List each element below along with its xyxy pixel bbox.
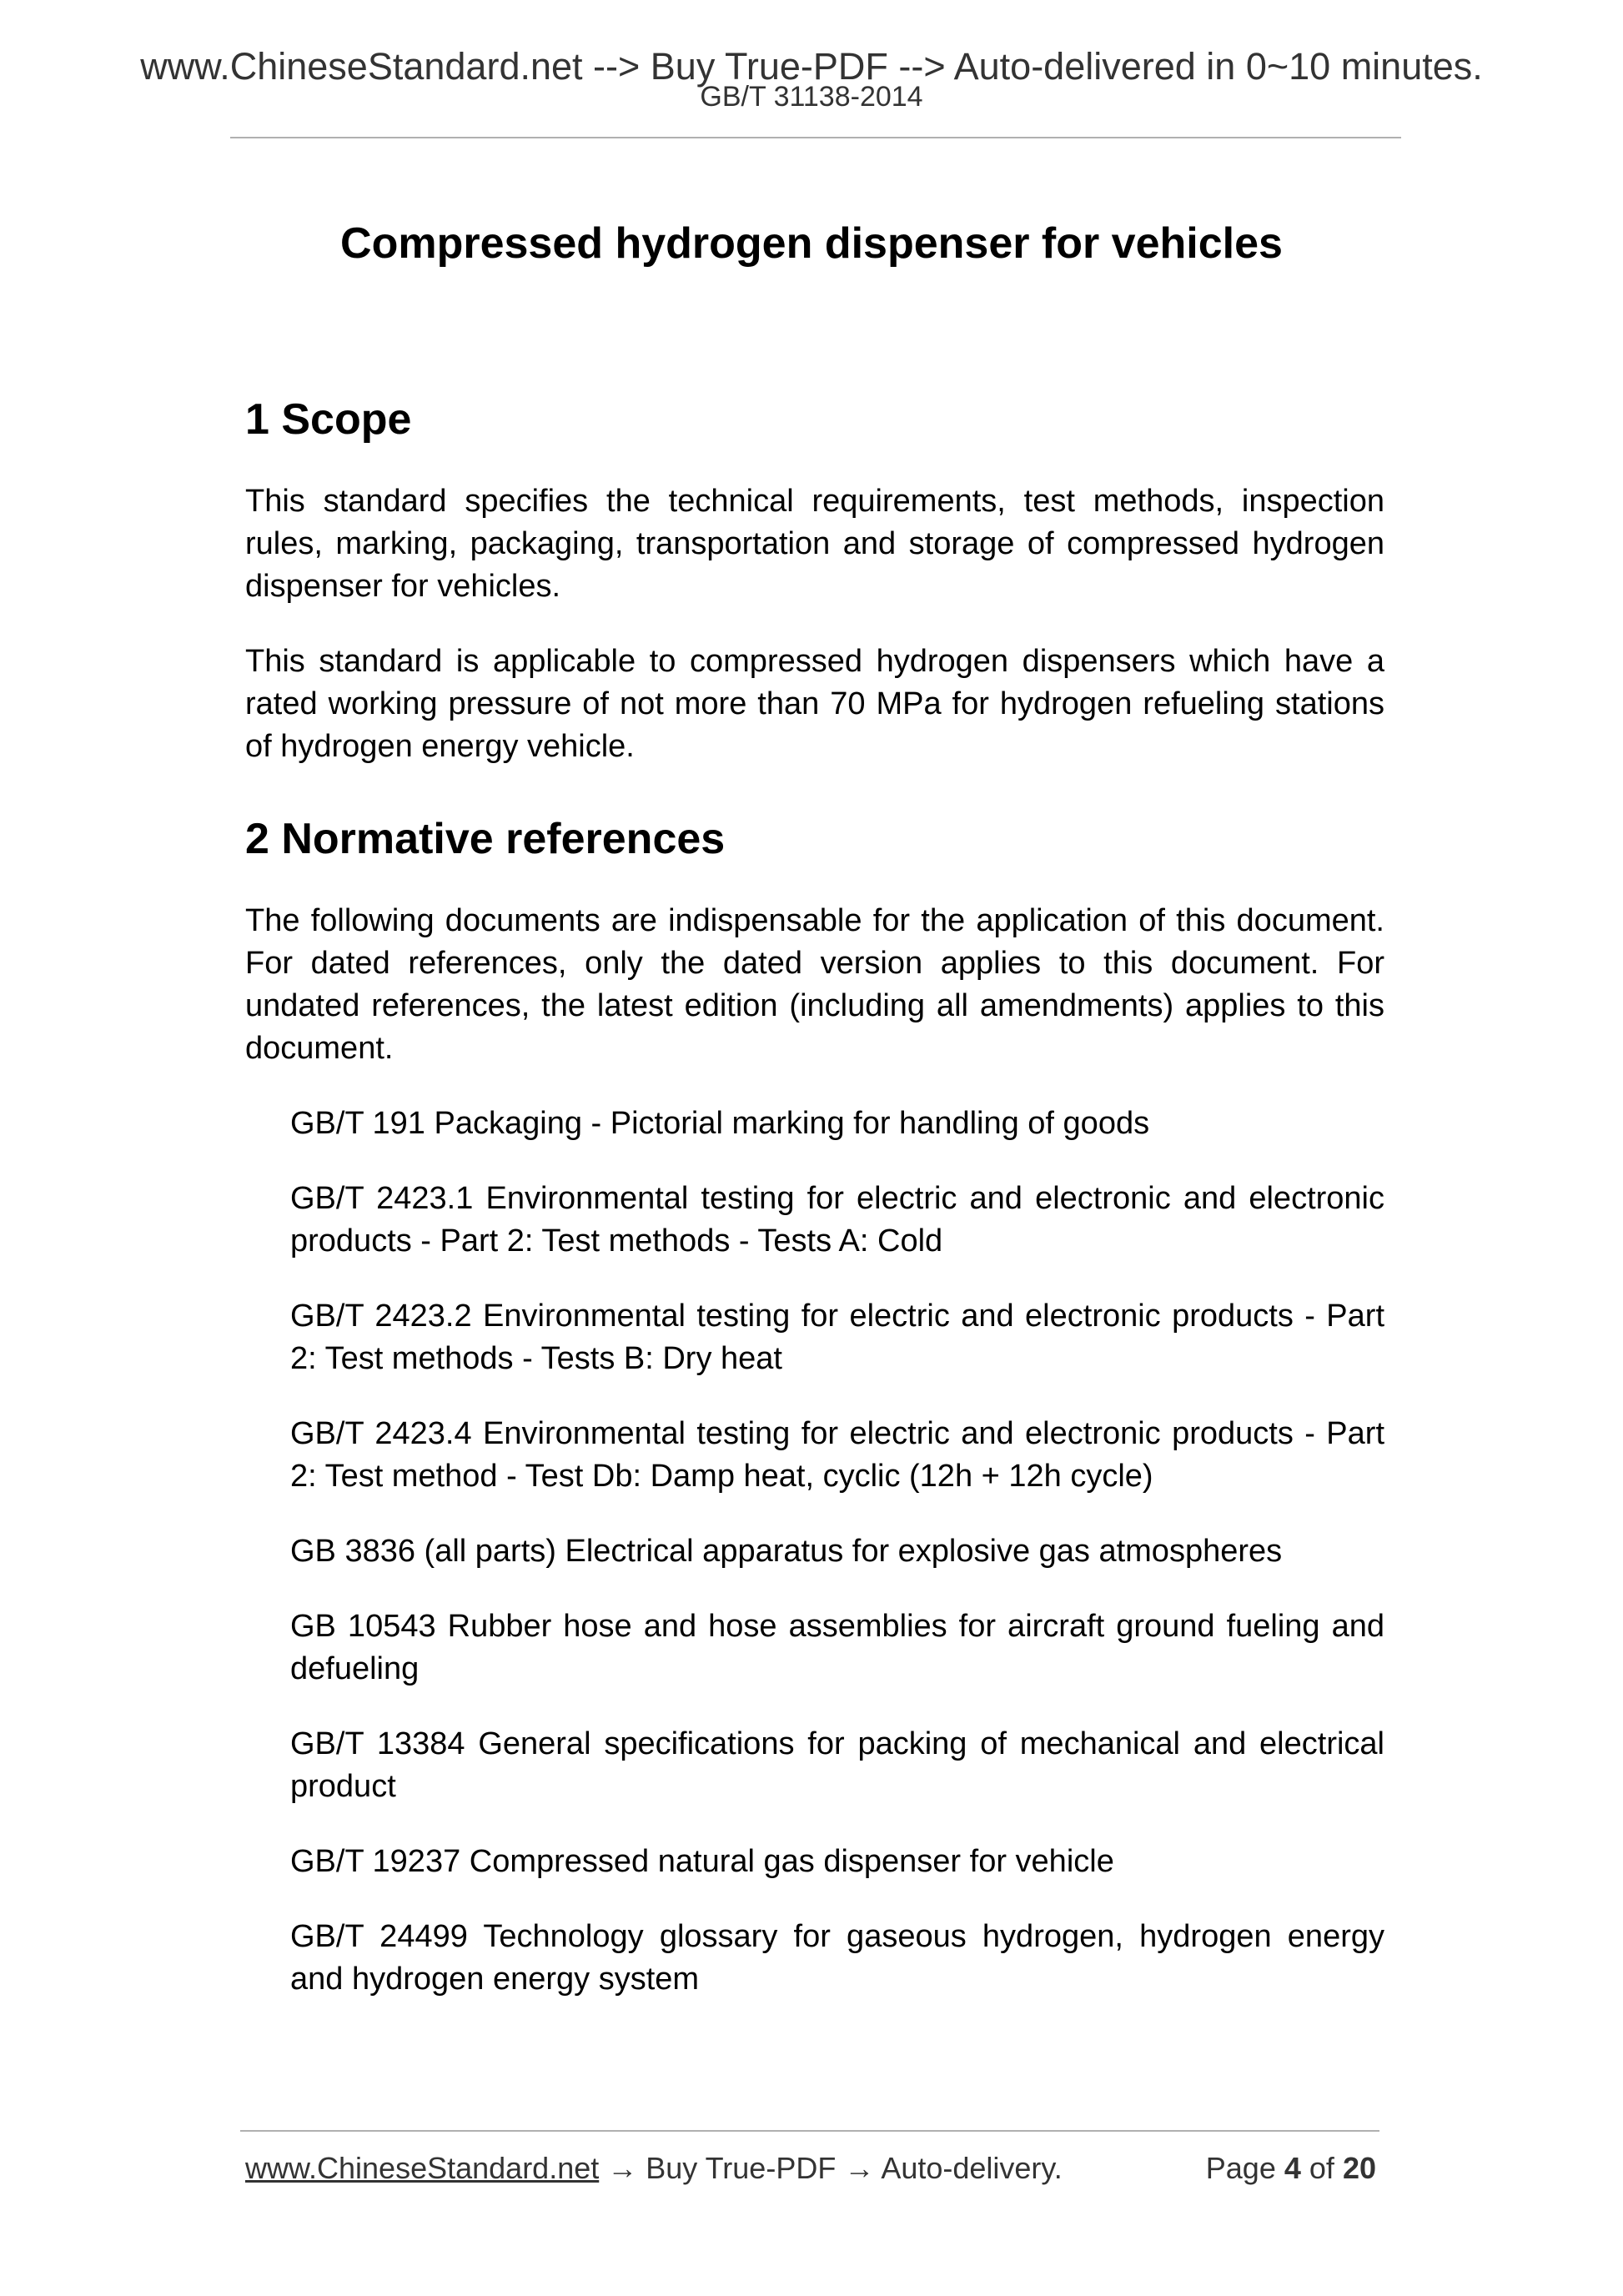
footer-tagline: → Buy True-PDF → Auto-delivery.: [599, 2151, 1063, 2185]
paragraph: This standard is applicable to compressed hydrogen dispensers which have a rated working pressure of not more than 70 MPa for hydrogen refueling stations of hydrogen energy vehicle.: [245, 644, 1384, 764]
page-word: Page: [1205, 2151, 1276, 2185]
footer-divider: [240, 2130, 1379, 2132]
paragraph: The following documents are indispensable for the application of this document. For dated references, only the dated version applies to this document. For undated references, the latest edition (including all amendments) applies to this document.: [245, 903, 1384, 1066]
reference-item: GB/T 2423.2 Environmental testing for electric and electronic products - Part 2: Test methods - Tests B: Dry heat: [290, 1299, 1384, 1376]
reference-item: GB/T 24499 Technology glossary for gaseous hydrogen, hydrogen energy and hydrogen energy system: [290, 1919, 1384, 1997]
reference-item: GB 3836 (all parts) Electrical apparatus for explosive gas atmospheres: [290, 1534, 1283, 1569]
section-heading: 2 Normative references: [245, 815, 726, 863]
reference-item: GB 10543 Rubber hose and hose assemblies for aircraft ground fueling and defueling: [290, 1609, 1384, 1686]
reference-item: GB/T 13384 General specifications for packing of mechanical and electrical product: [290, 1726, 1384, 1804]
page-number: 4: [1284, 2151, 1301, 2185]
document-title: Compressed hydrogen dispenser for vehicles: [340, 219, 1283, 268]
section-normative-references: [245, 810, 1384, 2001]
document-body: [245, 390, 1384, 2033]
section-heading: 1 Scope: [245, 395, 412, 444]
header-divider: [230, 137, 1401, 138]
reference-item: GB/T 2423.1 Environmental testing for electric and electronic and electronic products - Part 2: Test methods - Tests A: Cold: [290, 1181, 1384, 1259]
footer-site-link[interactable]: www.ChineseStandard.net: [245, 2151, 600, 2185]
top-banner: www.ChineseStandard.net --> Buy True-PDF --> Auto-delivered in 0~10 minutes.: [140, 45, 1483, 88]
page-indicator: [1206, 2148, 1376, 2188]
of-word: of: [1309, 2151, 1334, 2185]
reference-item: GB/T 19237 Compressed natural gas dispenser for vehicle: [290, 1844, 1114, 1879]
section-scope: [245, 390, 1384, 768]
standard-id: GB/T 31138-2014: [700, 81, 923, 113]
paragraph: This standard specifies the technical requirements, test methods, inspection rules, marking, packaging, transportation and storage of compressed hydrogen dispenser for vehicles.: [245, 484, 1384, 604]
reference-item: GB/T 191 Packaging - Pictorial marking for handling of goods: [290, 1106, 1150, 1141]
footer-left: [245, 2148, 1063, 2188]
reference-item: GB/T 2423.4 Environmental testing for electric and electronic products - Part 2: Test method - Test Db: Damp heat, cyclic (12h + 12h cycle): [290, 1416, 1384, 1494]
reference-list: [245, 1103, 1384, 2001]
total-pages: 20: [1342, 2151, 1376, 2185]
